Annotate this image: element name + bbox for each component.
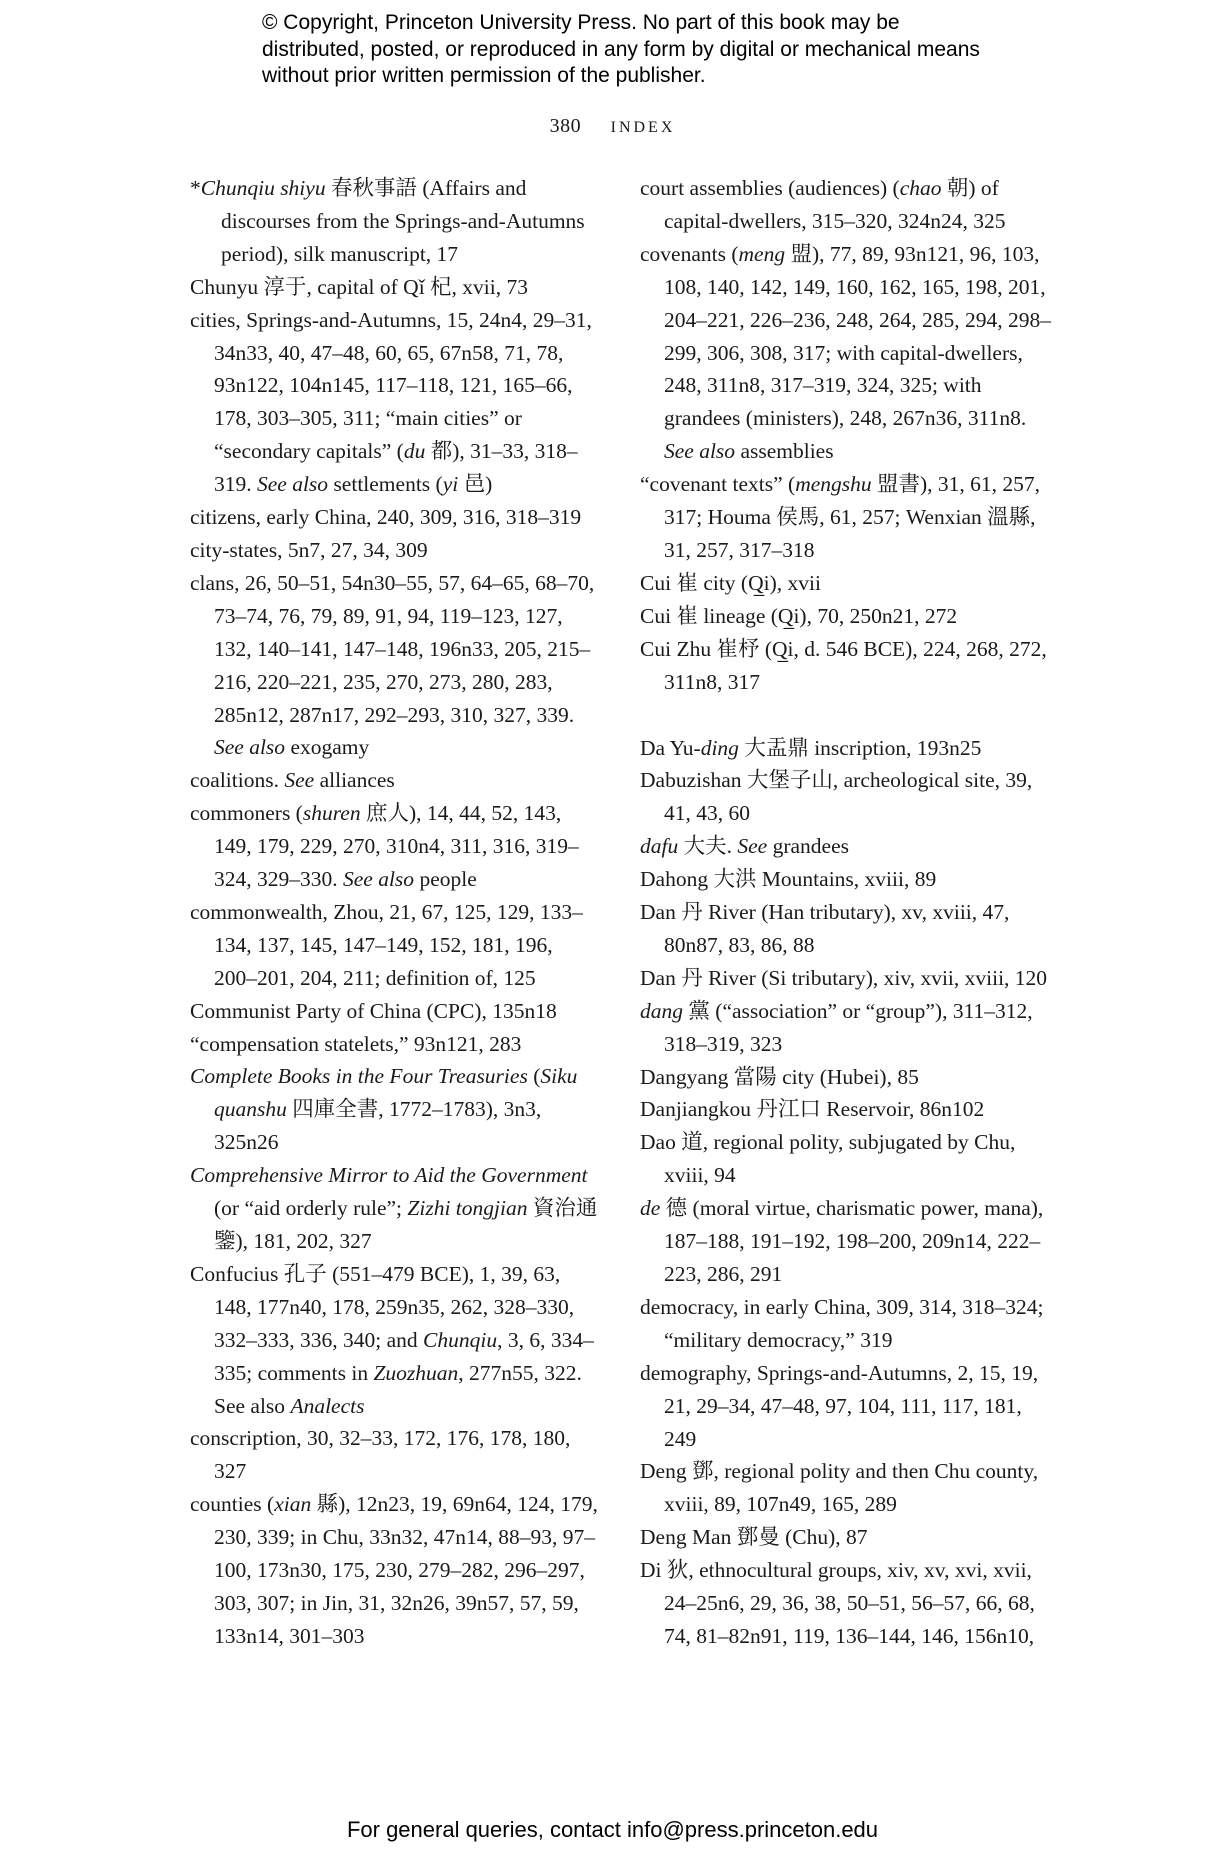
letter-gap: [640, 699, 1055, 732]
index-entry: [640, 1093, 1055, 1126]
index-entry: [640, 764, 1055, 830]
index-entry-text: 春秋事語 (Affairs and discourses from the Springs-and-Autumns period), silk manuscript, 17: [221, 176, 585, 266]
index-entry: [190, 534, 600, 567]
index-entry-text: clans, 26, 50–51, 54n30–55, 57, 64–65, 68–70, 73–74, 76, 79, 89, 91, 94, 119–123, 127, 132, 140–141, 147–148, 196n33, 205, 215–216, 220–221, 235, 270, 273, 280, 283, 285n12, 287n17, 292–293, 310, 327, 339.: [190, 570, 595, 727]
index-entry: [190, 1488, 600, 1653]
index-entry-text: 四庫全書, 1772–1783), 3n3, 325n26: [214, 1097, 542, 1155]
index-entry-text: Dabuzishan 大堡子山, archeological site, 39, 41, 43, 60: [640, 768, 1033, 826]
index-entry-text: Confucius 孔子 (551–479 BCE), 1, 39, 63, 148, 177n40, 178, 259n35, 262, 328–330, 332–333, 336, 340; and: [190, 1261, 575, 1352]
index-entry-text: , 277n55, 322. See also: [214, 1360, 582, 1418]
index-entry-text: 邑): [458, 472, 493, 497]
index-entry-italic: ding: [700, 735, 739, 760]
index-entry-text: , 3, 6, 334–335; comments in: [214, 1327, 594, 1385]
index-entry-italic: Siku quanshu: [214, 1064, 578, 1122]
index-entry-text: (or “aid orderly rule”;: [214, 1196, 408, 1221]
index-entry-text: 黨 (“association” or “group”), 311–312, 318–319, 323: [664, 998, 1033, 1056]
index-entry: [640, 238, 1055, 468]
index-entry-italic: See: [284, 768, 315, 793]
index-entry-text: conscription, 30, 32–33, 172, 176, 178, 180, 327: [190, 1426, 571, 1484]
index-entry-text: Cui 崔 lineage (Q̲i), 70, 250n21, 272: [640, 603, 958, 628]
index-entry-text: 盟書), 31, 61, 257, 317; Houma 侯馬, 61, 257; Wenxian 溫縣, 31, 257, 317–318: [664, 472, 1041, 562]
index-entry: [640, 962, 1055, 995]
page-number: 380: [549, 115, 582, 137]
index-entry: [190, 1060, 600, 1159]
index-entry: [190, 172, 600, 271]
index-entry-text: court assemblies (audiences) (: [640, 176, 900, 200]
index-entry-text: *: [190, 176, 201, 200]
index-entry-text: Di 狄, ethnocultural groups, xiv, xv, xvi, xvii, 24–25n6, 29, 36, 38, 50–51, 56–57, 66, 68, 74, 81–82n91, 119, 136–144, 146, 156n10,: [640, 1558, 1035, 1648]
index-entry: [640, 995, 1055, 1061]
index-entry-italic: chao: [899, 176, 942, 200]
index-entry-text: Dan 丹 River (Si tributary), xiv, xvii, xviii, 120: [640, 965, 1048, 990]
index-entry-italic: xian: [274, 1492, 312, 1517]
index-entry-italic: du: [403, 439, 426, 464]
index-entry-text: exogamy: [285, 735, 370, 760]
index-entry: [190, 797, 600, 896]
running-head-title: index: [610, 112, 676, 137]
index-entry-text: Danjiangkou 丹江口 Reservoir, 86n102: [640, 1097, 985, 1122]
index-entry-text: Communist Party of China (CPC), 135n18: [190, 998, 557, 1023]
index-entry-italic: Zizhi tongjian: [407, 1196, 528, 1221]
index-entry: [640, 1455, 1055, 1521]
index-entry: [640, 1554, 1055, 1653]
index-entry-italic: mengshu: [795, 472, 872, 497]
index-entry-italic: See also: [664, 439, 736, 464]
index-entry: [190, 1159, 600, 1258]
index-entry-text: cities, Springs-and-Autumns, 15, 24n4, 29–31, 34n33, 40, 47–48, 60, 65, 67n58, 71, 78, 93n122, 104n145, 117–118, 121, 165–66, 178, 303–305, 311; “main cities” or “secondary capitals” (: [190, 307, 592, 464]
index-entry-text: Dan 丹 River (Han tributary), xv, xviii, 47, 80n87, 83, 86, 88: [640, 900, 1010, 957]
index-entry-text: people: [414, 867, 477, 892]
index-entry-text: 朝) of capital-dwellers, 315–320, 324n24, 325: [664, 176, 1006, 233]
index-entry-text: Dahong 大洪 Mountains, xviii, 89: [640, 867, 937, 892]
index-entry-text: 都), 31–33, 318–319.: [214, 439, 578, 497]
index-entry: [640, 600, 1055, 633]
index-entry: [640, 468, 1055, 567]
index-entry-italic: Complete Books in the Four Treasuries: [190, 1064, 528, 1089]
index-entry-text: Deng 鄧, regional polity and then Chu county, xviii, 89, 107n49, 165, 289: [640, 1459, 1039, 1517]
index-entry-italic: Chunqiu: [423, 1327, 498, 1352]
index-entry-italic: shuren: [302, 801, 361, 826]
index-entry-italic: Comprehensive Mirror to Aid the Government: [190, 1163, 588, 1188]
index-entry-text: Dao 道, regional polity, subjugated by Chu, xviii, 94: [640, 1130, 1016, 1188]
index-entry: [640, 896, 1055, 962]
index-entry-text: coalitions.: [190, 768, 285, 793]
index-entry: [640, 732, 1055, 765]
index-entry: [190, 1028, 600, 1061]
index-entry-text: Dangyang 當陽 city (Hubei), 85: [640, 1064, 919, 1089]
index-entry-text: grandees: [767, 834, 849, 859]
copyright-notice: © Copyright, Princeton University Press. No part of this book may be distributed, posted, or reproduced in any form by digital or mechanical means without prior written permission of the publisher.: [262, 11, 980, 87]
index-entry: [640, 863, 1055, 896]
index-entry-italic: Analects: [290, 1393, 365, 1418]
index-entry-italic: See also: [214, 735, 286, 760]
index-entry-text: Da Yu-: [640, 735, 701, 760]
index-entry: [190, 896, 600, 995]
index-entry-text: “compensation statelets,” 93n121, 283: [190, 1031, 522, 1056]
index-entry-text: alliances: [314, 768, 395, 793]
index-entry-text: 德 (moral virtue, charismatic power, mana), 187–188, 191–192, 198–200, 209n14, 222–223, 286, 291: [660, 1196, 1044, 1286]
index-column-right: [640, 172, 1055, 1653]
index-entry: [640, 1521, 1055, 1554]
index-entry-italic: dang: [640, 998, 683, 1023]
index-entry-text: assemblies: [735, 439, 834, 464]
index-entry-text: 資治通鑒), 181, 202, 327: [214, 1196, 598, 1253]
index-entry-text: Deng Man 鄧曼 (Chu), 87: [640, 1525, 868, 1550]
index-entry: [640, 1061, 1055, 1094]
index-entry-text: Chunyu 淳于, capital of Qǐ 杞, xvii, 73: [190, 274, 528, 299]
index-column-left: [190, 172, 600, 1653]
index-entry-italic: dafu: [640, 834, 679, 859]
index-entry: [640, 567, 1055, 600]
index-entry: [190, 567, 600, 764]
index-entry-text: Cui Zhu 崔杼 (Q̲i, d. 546 BCE), 224, 268, 272, 311n8, 317: [640, 636, 1047, 694]
index-entry: [190, 1258, 600, 1423]
index-entry-text: 庶人), 14, 44, 52, 143, 149, 179, 229, 270, 310n4, 311, 316, 319–324, 329–330.: [214, 801, 579, 892]
index-entry-text: counties (: [190, 1492, 275, 1517]
index-entry: [640, 1126, 1055, 1192]
index-entry-italic: See also: [343, 867, 415, 892]
index-entry-italic: Zuozhuan: [373, 1360, 459, 1385]
index-entry-text: city-states, 5n7, 27, 34, 309: [190, 537, 428, 562]
index-entry: [640, 1192, 1055, 1291]
index-entry-italic: yi: [442, 472, 459, 497]
index-entry: [190, 304, 600, 501]
index-entry: [640, 830, 1055, 863]
index-entry: [640, 1357, 1055, 1456]
index-entry-text: 大夫.: [678, 834, 738, 859]
index-entry-text: covenants (: [640, 241, 739, 266]
index-entry-italic: Chunqiu shiyu: [200, 176, 326, 200]
index-entry: [640, 172, 1055, 238]
index-entry: [190, 764, 600, 797]
running-head: [0, 112, 1225, 138]
index-entry-text: commonwealth, Zhou, 21, 67, 125, 129, 133–134, 137, 145, 147–149, 152, 181, 196, 200–201, 204, 211; definition of, 125: [190, 899, 583, 990]
index-entry: [190, 995, 600, 1028]
index-entry-text: commoners (: [190, 801, 303, 826]
index-entry-text: citizens, early China, 240, 309, 316, 318–319: [190, 505, 582, 530]
index-entry-text: 大盂鼎 inscription, 193n25: [738, 735, 982, 760]
index-entry-text: demography, Springs-and-Autumns, 2, 15, 19, 21, 29–34, 47–48, 97, 104, 111, 117, 181, 249: [640, 1360, 1039, 1451]
index-entry-text: (: [527, 1064, 541, 1089]
index-entry-text: “covenant texts” (: [640, 472, 796, 497]
index-entry: [190, 501, 600, 534]
index-entry: [640, 633, 1055, 699]
footer-contact: For general queries, contact info@press.princeton.edu: [346, 1817, 879, 1842]
index-entry-italic: See: [737, 834, 768, 859]
index-entry-italic: de: [640, 1196, 661, 1221]
index-entry-text: democracy, in early China, 309, 314, 318–324; “military democracy,” 319: [640, 1294, 1044, 1352]
index-entry-text: Cui 崔 city (Q̲i), xvii: [640, 570, 821, 595]
index-entry-text: settlements (: [328, 472, 443, 497]
index-entry: [190, 1422, 600, 1488]
index-entry-text: 縣), 12n23, 19, 69n64, 124, 179, 230, 339; in Chu, 33n32, 47n14, 88–93, 97–100, 173n30, 175, 230, 279–282, 296–297, 303, 307; in Jin, 31, 32n26, 39n57, 57, 59, 133n14, 301–303: [214, 1492, 598, 1648]
index-entry-italic: See also: [257, 472, 329, 497]
index-entry: [190, 271, 600, 304]
index-entry-text: 盟), 77, 89, 93n121, 96, 103, 108, 140, 142, 149, 160, 162, 165, 198, 201, 204–221, 226–236, 248, 264, 285, 294, 298–299, 306, 308, 317; with capital-dwellers, 248, 311n8, 317–319, 324, 325; with grandees (ministers), 248, 267n36, 311n8.: [664, 241, 1051, 431]
index-entry: [640, 1291, 1055, 1357]
index-entry-italic: meng: [738, 241, 786, 266]
